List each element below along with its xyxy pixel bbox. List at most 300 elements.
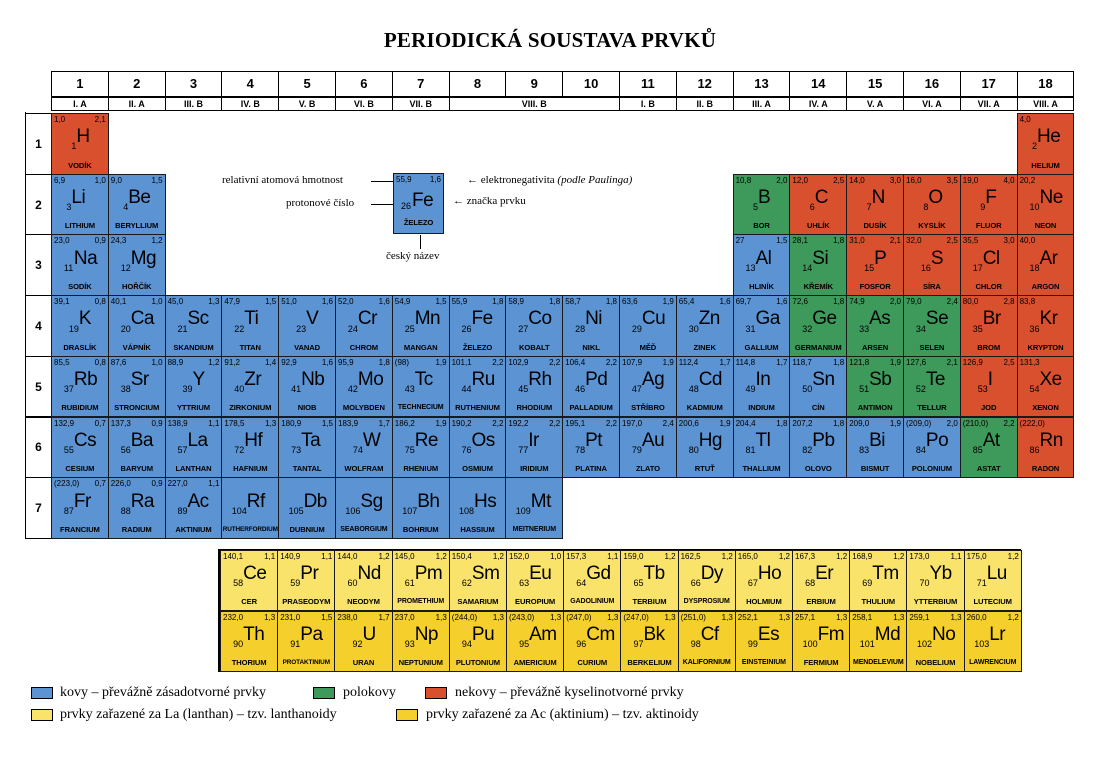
element-cell-Md (849, 611, 907, 672)
element-name: KRYPTON (1027, 342, 1064, 352)
element-electronegativity: 0,8 (94, 357, 106, 367)
element-mass: 23,0 (54, 236, 70, 246)
element-proton-number: 81 (745, 444, 756, 455)
element-electronegativity: 1,8 (833, 418, 845, 428)
element-proton-number: 75 (404, 444, 415, 455)
element-name: MANGAN (403, 342, 438, 352)
element-electronegativity: 2,8 (1003, 297, 1015, 307)
element-electronegativity: 1,5 (321, 418, 333, 428)
element-electronegativity: 1,2 (378, 552, 390, 561)
element-name: FLUOR (975, 221, 1002, 231)
element-mass: 9,0 (110, 175, 122, 185)
element-proton-number: 86 (1029, 444, 1040, 455)
element-name: ARGON (1031, 282, 1060, 292)
element-name: BERYLLIUM (115, 221, 159, 231)
element-cell-Hf (221, 417, 279, 479)
element-cell-Cs (51, 417, 109, 479)
element-electronegativity: 1,2 (151, 236, 163, 246)
key-symbol-label: ← značka prvku (453, 195, 526, 207)
element-cell-Al (733, 234, 791, 296)
key-en-italic: (podle Paulinga) (557, 174, 633, 186)
element-symbol: Ag (641, 369, 665, 391)
element-symbol: Ni (585, 308, 603, 330)
element-name: AKTINIUM (175, 524, 212, 534)
element-symbol: Os (471, 429, 495, 451)
element-name: PROTAKTINIUM (282, 659, 330, 666)
element-electronegativity: 1,0 (550, 552, 562, 561)
element-cell-B (733, 174, 791, 236)
element-proton-number: 28 (575, 323, 586, 334)
element-proton-number: 73 (291, 444, 302, 455)
element-proton-number: 78 (575, 444, 586, 455)
element-proton-number: 106 (345, 505, 361, 516)
element-proton-number: 102 (916, 639, 933, 650)
element-cell-Ti (221, 295, 279, 357)
legend-label: prvky zařazené za La (lanthan) – tzv. lanthanoidy (60, 707, 337, 722)
element-electronegativity: 1,1 (264, 552, 276, 561)
element-proton-number: 59 (290, 578, 301, 589)
element-symbol: Pm (414, 563, 443, 585)
group-number-8: 8 (449, 71, 507, 97)
group-number-12: 12 (676, 71, 734, 97)
element-cell-Ne (1017, 174, 1075, 236)
element-symbol: At (982, 429, 1000, 451)
element-cell-Hs (449, 477, 507, 539)
element-proton-number: 108 (458, 505, 475, 516)
element-mass: 192,2 (508, 418, 529, 428)
element-cell-Sm (449, 550, 507, 611)
element-electronegativity: 1,9 (662, 357, 674, 367)
element-electronegativity: 0,7 (94, 418, 106, 428)
element-cell-Ra (108, 477, 166, 539)
element-name: BERKELIUM (627, 658, 672, 667)
group-number-10: 10 (562, 71, 620, 97)
element-mass: (209,0) (906, 418, 932, 428)
element-mass: 173,0 (909, 552, 930, 561)
element-proton-number: 63 (519, 578, 530, 589)
element-name: KŘEMÍK (803, 282, 833, 292)
group-subheader: VIII. B (449, 97, 620, 111)
element-name: MOLYBDEN (342, 403, 385, 413)
group-number-7: 7 (392, 71, 450, 97)
element-cell-Ac (165, 477, 223, 539)
element-electronegativity: 3,0 (1003, 236, 1015, 246)
element-proton-number: 62 (461, 578, 472, 589)
element-name: YTTRIUM (176, 403, 211, 413)
element-cell-Ca (108, 295, 166, 357)
element-name: KOBALT (519, 342, 550, 352)
element-symbol: N (871, 187, 885, 209)
element-symbol: Am (529, 624, 557, 646)
period-label-7: 7 (25, 477, 52, 539)
element-name: KALIFORNIUM (682, 659, 731, 666)
element-proton-number: 93 (404, 639, 415, 650)
element-name: TITAN (239, 342, 261, 352)
element-proton-number: 12 (120, 262, 131, 273)
element-proton-number: 49 (745, 384, 756, 395)
group-number-5: 5 (278, 71, 336, 97)
element-mass: 19,0 (962, 175, 979, 185)
element-electronegativity: 1,3 (265, 418, 277, 428)
element-electronegativity: 1,2 (1007, 552, 1019, 561)
element-electronegativity: 1,7 (776, 357, 788, 367)
element-electronegativity: 2,2 (605, 357, 617, 367)
legend-label: nekovy – převážně kyselinotvorné prvky (455, 685, 684, 700)
element-cell-O (903, 174, 961, 236)
element-proton-number: 71 (976, 578, 987, 589)
element-proton-number: 32 (802, 323, 813, 334)
element-mass: 178,5 (224, 418, 245, 428)
group-number-9: 9 (505, 71, 563, 97)
element-name: NIKL (582, 342, 600, 352)
page-title: PERIODICKÁ SOUSTAVA PRVKŮ (383, 28, 717, 52)
element-electronegativity: 2,1 (946, 357, 958, 367)
element-proton-number: 65 (633, 578, 644, 589)
element-mass: 32,0 (906, 236, 922, 246)
element-symbol: Cd (698, 369, 722, 391)
element-name: VANAD (294, 342, 321, 352)
element-symbol: Br (982, 308, 1001, 330)
element-symbol: Tm (872, 563, 899, 585)
element-mass: 24,3 (110, 236, 127, 246)
element-cell-Fm (792, 611, 850, 672)
element-symbol: Li (71, 187, 86, 209)
element-name: NEPTUNIUM (398, 658, 443, 667)
element-symbol: F (985, 187, 997, 209)
legend-label: prvky zařazené za Ac (aktinium) – tzv. aktinoidy (426, 707, 699, 722)
element-proton-number: 64 (576, 578, 587, 589)
element-symbol: Au (641, 429, 665, 451)
element-symbol: V (306, 308, 319, 330)
element-mass: 226,0 (110, 479, 131, 489)
element-name: PALLADIUM (569, 403, 613, 413)
element-proton-number: 17 (972, 262, 983, 273)
legend-label: kovy – převážně zásadotvorné prvky (60, 685, 267, 700)
element-symbol: Mt (530, 490, 551, 512)
element-symbol: U (362, 624, 376, 646)
element-electronegativity: 2,0 (946, 418, 958, 428)
element-mass: 183,9 (338, 418, 359, 428)
element-name: DUSÍK (863, 221, 887, 231)
element-proton-number: 89 (177, 505, 188, 516)
element-cell-Cf (678, 611, 736, 672)
element-symbol: Xe (1039, 369, 1062, 391)
element-symbol: Rn (1039, 429, 1063, 451)
element-electronegativity: 1,6 (429, 175, 441, 184)
element-cell-U (334, 611, 392, 672)
group-subheader: IV. B (221, 97, 279, 111)
element-cell-Mt (505, 477, 563, 539)
element-cell-Rf (221, 477, 279, 539)
element-cell-Pu (449, 611, 507, 672)
element-name: FOSFOR (859, 282, 891, 292)
element-cell-Bh (392, 477, 450, 539)
element-mass: 200,6 (678, 418, 699, 428)
element-proton-number: 11 (63, 262, 74, 273)
element-mass: 204,4 (735, 418, 756, 428)
element-electronegativity: 1,2 (208, 357, 220, 367)
element-cell-Np (392, 611, 450, 672)
element-mass: 131,3 (1019, 357, 1040, 367)
element-electronegativity: 2,2 (1003, 418, 1015, 428)
element-symbol: Po (925, 429, 949, 451)
element-electronegativity: 1,7 (719, 357, 731, 367)
element-mass: (98) (394, 357, 410, 367)
element-proton-number: 83 (859, 444, 870, 455)
element-name: SODÍK (68, 282, 92, 292)
element-name: IRIDIUM (520, 464, 549, 474)
element-electronegativity: 2,2 (492, 418, 504, 428)
element-electronegativity: 1,9 (435, 418, 447, 428)
element-electronegativity: 1,5 (265, 297, 277, 307)
element-mass: 258,1 (852, 613, 873, 622)
element-cell-Os (449, 417, 507, 479)
element-name: RADON (1031, 464, 1060, 474)
element-symbol: Pa (300, 624, 323, 646)
element-electronegativity: 1,1 (950, 552, 962, 561)
element-proton-number: 57 (177, 444, 188, 455)
element-proton-number: 43 (404, 384, 415, 395)
element-name: STŘÍBRO (631, 403, 665, 413)
element-symbol: Dy (700, 563, 723, 585)
element-cell-Rb (51, 356, 109, 418)
element-name: CÍN (811, 403, 825, 413)
element-cell-Cm (563, 611, 621, 672)
group-number-14: 14 (789, 71, 847, 97)
element-cell-Sg (335, 477, 393, 539)
group-number-3: 3 (165, 71, 223, 97)
element-mass: 6,9 (54, 175, 66, 185)
element-cell-Po (903, 417, 961, 479)
element-mass: (247,0) (566, 613, 592, 622)
element-electronegativity: 1,8 (378, 357, 390, 367)
group-number-4: 4 (221, 71, 279, 97)
element-mass: 138,9 (167, 418, 188, 428)
element-symbol: Lr (989, 624, 1006, 646)
group-subheader: I. A (51, 97, 109, 111)
element-mass: 168,9 (852, 552, 873, 561)
element-symbol: Ti (244, 308, 259, 330)
element-electronegativity: 1,3 (721, 613, 733, 622)
element-symbol: Sn (812, 369, 835, 391)
element-name: OLOVO (804, 464, 832, 474)
element-name: SELEN (919, 342, 945, 352)
element-symbol: Cu (641, 308, 666, 330)
element-symbol: P (874, 247, 887, 269)
element-proton-number: 96 (576, 639, 587, 650)
element-mass: 31,0 (849, 236, 865, 246)
element-mass: 118,7 (792, 357, 812, 367)
element-symbol: K (78, 308, 92, 330)
element-proton-number: 35 (972, 323, 983, 334)
element-proton-number: 90 (233, 639, 244, 650)
element-proton-number: 48 (688, 384, 699, 395)
element-proton-number: 98 (690, 639, 701, 650)
element-symbol: La (187, 429, 208, 451)
element-name: BOR (753, 221, 770, 231)
element-symbol: Tl (755, 429, 771, 451)
element-name: KADMIUM (686, 403, 723, 413)
element-cell-Eu (506, 550, 564, 611)
element-symbol: Ra (130, 490, 154, 512)
element-symbol: I (987, 369, 993, 391)
legend-swatch-blue (31, 687, 53, 699)
element-proton-number: 79 (631, 444, 642, 455)
element-symbol: Lu (986, 563, 1007, 585)
element-proton-number: 16 (920, 262, 931, 273)
period-label-6: 6 (25, 417, 52, 479)
group-subheader: V. A (846, 97, 904, 111)
element-mass: 140,9 (280, 552, 301, 561)
element-name: WOLFRAM (344, 464, 384, 474)
element-name: URAN (352, 658, 375, 667)
element-cell-Sc (165, 295, 223, 357)
element-cell-Tm (849, 550, 907, 611)
element-name: ERBIUM (806, 597, 836, 606)
element-symbol: Cs (73, 429, 97, 451)
element-name: EUROPIUM (515, 597, 556, 606)
element-mass: 51,0 (281, 297, 297, 307)
element-electronegativity: 1,3 (264, 613, 276, 622)
element-mass: (243,0) (509, 613, 535, 622)
group-subheader: VIII. A (1017, 97, 1075, 111)
element-mass: 1,0 (54, 115, 66, 124)
element-proton-number: 20 (120, 323, 131, 334)
element-proton-number: 66 (690, 578, 701, 589)
element-name: FRANCIUM (60, 524, 100, 534)
element-mass: 232,0 (223, 613, 244, 622)
element-mass: 58,9 (508, 297, 524, 307)
element-name: VODÍK (68, 160, 92, 170)
element-symbol: O (928, 187, 943, 209)
element-name: POLONIUM (911, 464, 952, 474)
element-cell-C (789, 174, 847, 236)
element-cell-Cd (676, 356, 734, 418)
element-name: GALLIUM (744, 342, 779, 352)
group-number-11: 11 (619, 71, 677, 97)
element-electronegativity: 1,9 (662, 297, 674, 307)
element-cell-Ta (278, 417, 336, 479)
legend-swatch-green (313, 687, 335, 699)
element-mass: 65,4 (678, 297, 695, 307)
element-mass: 80,0 (962, 297, 979, 307)
element-name: HASSIUM (460, 524, 495, 534)
element-mass: 209,0 (849, 418, 870, 428)
element-electronegativity: 2,4 (946, 297, 958, 307)
element-symbol: Fr (73, 490, 91, 512)
element-proton-number: 21 (177, 323, 188, 334)
element-mass: 87,6 (110, 357, 127, 367)
element-mass: 95,9 (338, 357, 354, 367)
element-symbol: No (931, 624, 956, 646)
element-name: OSMIUM (462, 464, 493, 474)
element-cell-S (903, 234, 961, 296)
element-name: INDIUM (748, 403, 775, 413)
element-electronegativity: 1,2 (893, 552, 905, 561)
element-mass: 54,9 (394, 297, 411, 307)
element-cell-Ba (108, 417, 166, 479)
element-symbol: Rf (246, 490, 265, 512)
element-name: NIOB (297, 403, 317, 413)
element-symbol: Sb (869, 369, 892, 391)
element-name: UHLÍK (806, 221, 830, 231)
element-name: STRONCIUM (114, 403, 160, 413)
element-symbol: S (930, 247, 944, 269)
element-proton-number: 55 (63, 444, 74, 455)
element-symbol: Si (812, 247, 829, 269)
element-cell-Tb (620, 550, 678, 611)
element-name: SÍRA (923, 282, 941, 292)
group-subheader: VI. A (903, 97, 961, 111)
element-proton-number: 97 (633, 639, 644, 650)
element-name: BARYUM (120, 464, 153, 474)
element-electronegativity: 1,0 (151, 297, 163, 307)
element-mass: 260,0 (966, 613, 987, 622)
element-name: RUBIDIUM (61, 403, 99, 413)
element-cell-Ar (1017, 234, 1075, 296)
key-proton-label: protonové číslo (286, 197, 355, 209)
element-electronegativity: 1,9 (435, 357, 447, 367)
element-symbol: Ne (1039, 187, 1063, 209)
element-mass: 259,1 (909, 613, 930, 622)
element-proton-number: 76 (461, 444, 472, 455)
element-symbol: Ba (130, 429, 153, 451)
group-subheader: III. B (165, 97, 223, 111)
element-cell-Nd (334, 550, 392, 611)
element-electronegativity: 1,6 (321, 357, 333, 367)
element-mass: 91,2 (224, 357, 240, 367)
element-proton-number: 2 (1031, 141, 1037, 152)
element-symbol: Es (757, 624, 780, 646)
group-subheader: II. B (676, 97, 734, 111)
element-symbol: Ac (187, 490, 209, 512)
element-cell-P (846, 234, 904, 296)
element-electronegativity: 1,2 (836, 552, 848, 561)
element-name: AMERICIUM (513, 658, 557, 667)
element-name: HAFNIUM (233, 464, 268, 474)
element-electronegativity: 1,1 (208, 479, 220, 489)
element-cell-Se (903, 295, 961, 357)
legend-swatch-yellow (31, 709, 53, 721)
element-mass: (247,0) (623, 613, 649, 622)
element-symbol: Ru (471, 369, 495, 391)
element-mass: 162,5 (680, 552, 701, 561)
element-symbol: Zn (698, 308, 720, 330)
element-cell-I (960, 356, 1018, 418)
element-electronegativity: 1,3 (435, 613, 447, 622)
element-cell-Au (619, 417, 677, 479)
element-name: BROM (977, 342, 1001, 352)
period-label-1: 1 (25, 113, 52, 175)
element-proton-number: 41 (291, 384, 302, 395)
element-symbol: Bk (643, 624, 665, 646)
element-symbol: Db (303, 490, 327, 512)
element-proton-number: 26 (461, 323, 472, 334)
group-subheader: IV. A (789, 97, 847, 111)
element-proton-number: 88 (120, 505, 131, 516)
element-symbol: Er (815, 563, 834, 585)
element-electronegativity: 1,2 (778, 552, 790, 561)
element-proton-number: 84 (915, 444, 926, 455)
element-name: NOBELIUM (915, 658, 956, 667)
element-proton-number: 85 (972, 444, 983, 455)
element-symbol: Pr (300, 563, 319, 585)
element-proton-number: 103 (974, 639, 990, 650)
element-name: ZINEK (693, 342, 716, 352)
element-cell-Lr (964, 611, 1022, 672)
element-name: MĚĎ (639, 342, 657, 352)
element-cell-As (846, 295, 904, 357)
